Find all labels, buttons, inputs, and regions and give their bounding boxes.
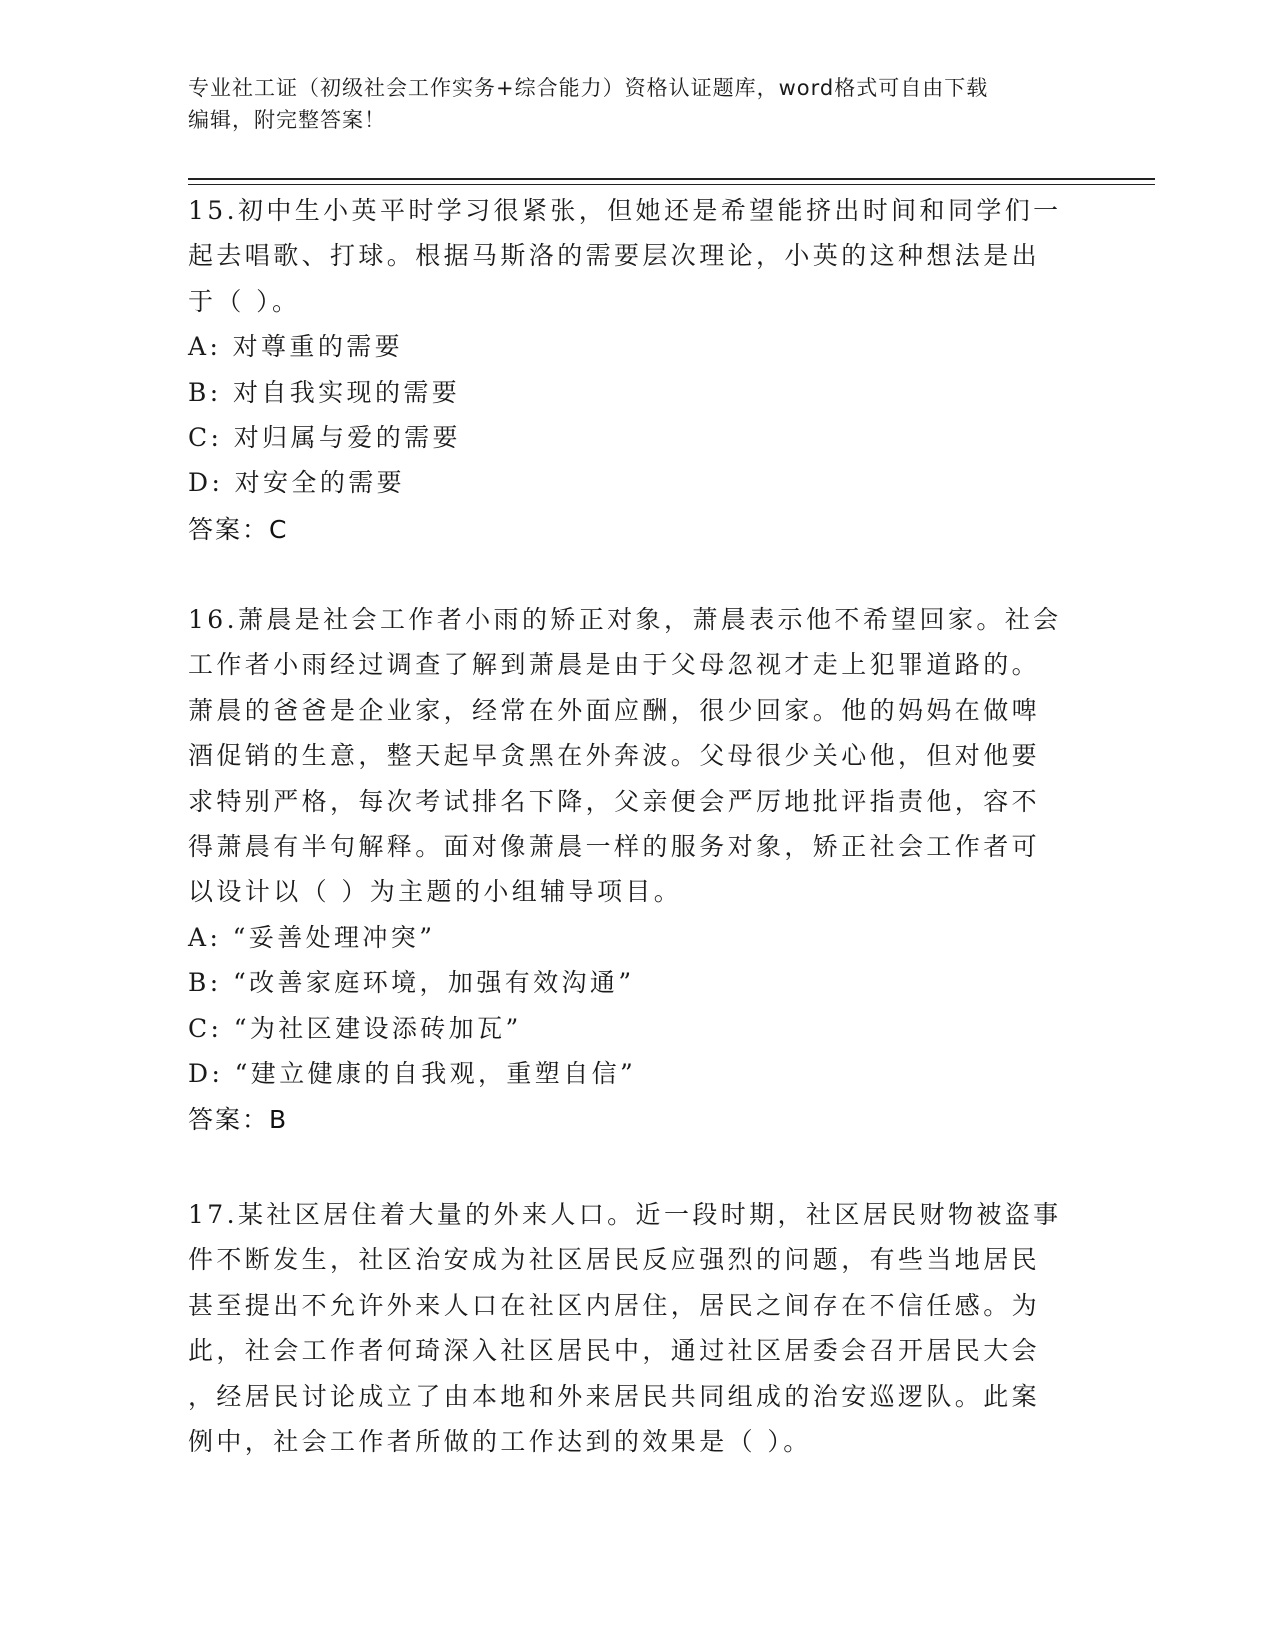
question-17-line-3: 甚至提出不允许外来人口在社区内居住，居民之间存在不信任感。为 bbox=[188, 1290, 1041, 1320]
question-16-option-a: A: “妥善处理冲突” bbox=[188, 922, 436, 952]
question-16-option-c: C: “为社区建设添砖加瓦” bbox=[188, 1013, 522, 1043]
question-16-line-2: 工作者小雨经过调查了解到萧晨是由于父母忽视才走上犯罪道路的。 bbox=[188, 650, 1041, 680]
question-15-line-2: 起去唱歌、打球。根据马斯洛的需要层次理论，小英的这种想法是出 bbox=[188, 241, 1041, 271]
question-17-line-1: 17.某社区居住着大量的外来人口。近一段时期，社区居民财物被盗事 bbox=[188, 1200, 1062, 1229]
question-16-option-b: B: “改善家庭环境，加强有效沟通” bbox=[188, 968, 635, 998]
question-15-option-c: C: 对归属与爱的需要 bbox=[188, 423, 461, 453]
question-16-option-d: D: “建立健康的自我观，重塑自信” bbox=[188, 1059, 637, 1089]
question-15-line-3: 于（ ）。 bbox=[188, 286, 301, 316]
question-17-line-5: ，经居民讨论成立了由本地和外来居民共同组成的治安巡逻队。此案 bbox=[188, 1381, 1041, 1411]
header-divider-thick bbox=[188, 178, 1155, 180]
question-16-line-4: 酒促销的生意，整天起早贪黑在外奔波。父母很少关心他，但对他要 bbox=[188, 741, 1041, 771]
question-17-line-2: 件不断发生，社区治安成为社区居民反应强烈的问题，有些当地居民 bbox=[188, 1245, 1041, 1275]
question-16-line-6: 得萧晨有半句解释。面对像萧晨一样的服务对象，矫正社会工作者可 bbox=[188, 832, 1041, 862]
question-16-answer: 答案：B bbox=[188, 1105, 289, 1135]
question-15-option-a: A: 对尊重的需要 bbox=[188, 332, 404, 362]
question-16-line-3: 萧晨的爸爸是企业家，经常在外面应酬，很少回家。他的妈妈在做啤 bbox=[188, 695, 1041, 725]
question-17 bbox=[188, 1192, 1068, 1464]
question-15-option-b: B: 对自我实现的需要 bbox=[188, 377, 461, 407]
question-15-option-d: D: 对安全的需要 bbox=[188, 468, 406, 498]
page-header bbox=[188, 72, 1088, 136]
header-line-2: 编辑，附完整答案！ bbox=[188, 108, 386, 132]
question-16-line-1: 16.萧晨是社会工作者小雨的矫正对象，萧晨表示他不希望回家。社会 bbox=[188, 605, 1062, 634]
question-17-line-6: 例中，社会工作者所做的工作达到的效果是（ ）。 bbox=[188, 1427, 812, 1457]
header-divider-thin bbox=[188, 184, 1155, 185]
question-17-line-4: 此，社会工作者何琦深入社区居民中，通过社区居委会召开居民大会 bbox=[188, 1336, 1041, 1366]
question-15-answer: 答案：C bbox=[188, 514, 289, 544]
question-16 bbox=[188, 597, 1068, 1144]
question-15-line-1: 15.初中生小英平时学习很紧张，但她还是希望能挤出时间和同学们一 bbox=[188, 196, 1062, 225]
question-15 bbox=[188, 188, 1068, 554]
question-16-line-7: 以设计以（ ）为主题的小组辅导项目。 bbox=[188, 877, 683, 907]
question-16-line-5: 求特别严格，每次考试排名下降，父亲便会严厉地批评指责他，容不 bbox=[188, 786, 1041, 816]
header-line-1: 专业社工证（初级社会工作实务+综合能力）资格认证题库，word格式可自由下载 bbox=[188, 76, 989, 100]
